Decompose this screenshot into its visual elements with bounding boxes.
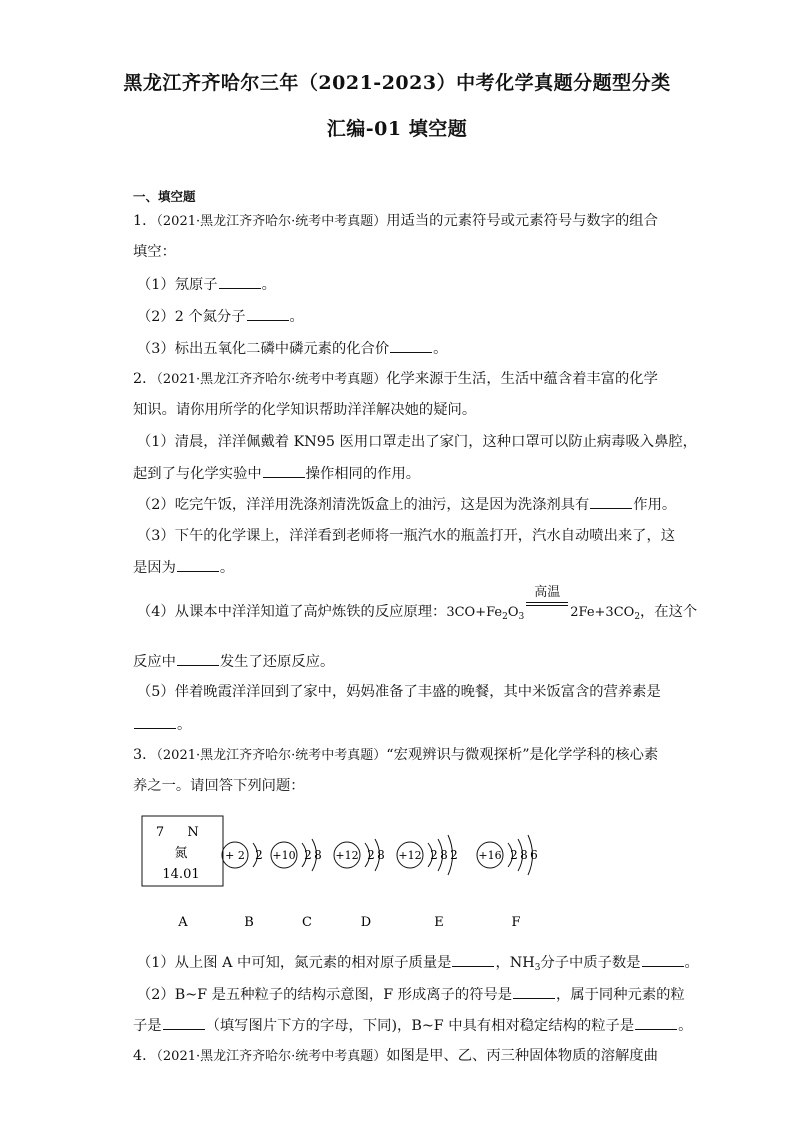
diagram-labels (177, 915, 520, 930)
q2-part-3-end: 。 (219, 560, 235, 576)
reaction-equation (446, 585, 641, 622)
q2-part-4-text: （4）从课本中洋洋知道了高炉炼铁的反应原理： (137, 604, 447, 620)
q1-part-1 (137, 275, 677, 294)
nucleus-circle (477, 842, 503, 868)
q4-stem-line-1 (133, 1047, 673, 1066)
element-symbol: N (187, 825, 199, 840)
q2-part-5a: （5）伴着晚霞洋洋回到了家中，妈妈准备了丰盛的晚餐，其中米饭富含的营养素是 (137, 684, 661, 700)
eq-bar (526, 602, 568, 603)
nucleus-circle (397, 842, 423, 868)
electron-count: 8 (440, 848, 448, 862)
answer-blank[interactable] (219, 275, 261, 289)
q1-part-1-text: （1）氖原子 (137, 277, 218, 293)
answer-blank[interactable] (635, 1016, 677, 1030)
answer-blank[interactable] (163, 1016, 205, 1030)
electron-count: 2 (430, 848, 438, 862)
q2-part-4d-text: 发生了还原反应。 (219, 654, 335, 670)
q3-part-2a (137, 985, 685, 1004)
answer-blank[interactable] (642, 953, 684, 967)
q2-part-1c-text: 操作相同的作用。 (305, 466, 421, 482)
electron-count: 2 (304, 848, 312, 862)
q3-part-1-text: （1）从上图 A 中可知，氮元素的相对原子质量是 (137, 955, 452, 971)
q1-stem-line-1 (133, 212, 673, 231)
answer-blank[interactable] (177, 558, 219, 572)
q3-stem-b: 养之一。请回答下列问题： (133, 778, 305, 794)
q4-stem-a: 如图是甲、乙、丙三种固体物质的溶解度曲 (386, 1048, 658, 1064)
atom-structure (271, 839, 322, 871)
nucleus-charge: +16 (478, 849, 502, 862)
q1-part-3 (137, 339, 677, 358)
diagram-label: D (360, 915, 372, 930)
electron-shell-arc (518, 839, 523, 871)
electron-count: 2 (367, 848, 375, 862)
element-card (142, 816, 223, 886)
electron-count: 2 (510, 848, 518, 862)
diagram-label: F (511, 915, 521, 930)
q1-source: （2021·黑龙江齐齐哈尔·统考中考真题） (156, 214, 387, 229)
diagram-label: E (434, 915, 444, 930)
q3-stem-a: “宏观辨识与微观探析”是化学学科的核心素 (386, 747, 659, 763)
electron-shell-arc (438, 839, 443, 871)
electron-shell-arc (312, 839, 317, 871)
q1-part-3-text: （3）标出五氧化二磷中磷元素的化合价 (137, 341, 390, 357)
answer-blank[interactable] (513, 985, 555, 999)
q2-part-2-text: （2）吃完午饭，洋洋用洗涤剂清洗饭盒上的油污，这是因为洗涤剂具有 (137, 497, 590, 513)
q1-part-2 (137, 307, 677, 326)
q2-part-5-end: 。 (177, 717, 192, 733)
q2-part-3b (133, 558, 673, 577)
element-relative-mass: 14.01 (162, 867, 200, 882)
q1-part-2-end: 。 (289, 309, 304, 325)
q3-part-2-text-2: ，属于同种元素的粒 (556, 987, 685, 1003)
q3-part-2-end: 。 (678, 1018, 693, 1034)
q3-source: （2021·黑龙江齐齐哈尔·统考中考真题） (156, 748, 387, 763)
q3-number: 3． (133, 747, 157, 763)
q2-part-3b-text: 是因为 (133, 560, 176, 576)
diagram-label: B (244, 915, 254, 930)
electron-shell-arc (448, 835, 453, 875)
answer-blank[interactable] (134, 715, 176, 729)
q3-part-2-text: （2）B~F 是五种粒子的结构示意图，F 形成离子的符号是 (137, 987, 513, 1003)
q2-part-4c-text: 反应中 (133, 654, 176, 670)
q2-part-1b (133, 464, 673, 483)
q3-part-2b (133, 1016, 693, 1035)
q1-number: 1． (133, 213, 157, 229)
q2-part-3a: （3）下午的化学课上，洋洋看到老师将一瓶汽水的瓶盖打开，汽水自动喷出来了，这 (137, 528, 676, 544)
answer-blank[interactable] (247, 307, 289, 321)
q3-part-1-end: 。 (684, 955, 699, 971)
q1-stem-a: 用适当的元素符号或元素符号与数字的组合 (386, 213, 658, 229)
q4-number: 4． (133, 1048, 157, 1064)
electron-count: 8 (520, 848, 528, 862)
atom-diagrams (222, 835, 538, 875)
q1-part-1-end: 。 (261, 277, 276, 293)
q1-part-3-end: 。 (433, 341, 448, 357)
document-title-line-1: 黑龙江齐齐哈尔三年（2021-2023）中考化学真题分题型分类 (123, 72, 671, 94)
q2-number: 2． (133, 371, 157, 387)
eq-bar (526, 605, 568, 606)
q2-stem-b: 知识。请你用所学的化学知识帮助洋洋解决她的疑问。 (133, 402, 477, 418)
nucleus-circle (222, 842, 248, 868)
q3-part-2c-text: 子是 (133, 1018, 162, 1034)
diagram-label: C (302, 915, 312, 930)
nucleus-charge: +12 (398, 849, 422, 862)
nucleus-charge: + 2 (225, 849, 245, 862)
q2-part-1a: （1）清晨，洋洋佩戴着 KN95 医用口罩走出了家门，这种口罩可以防止病毒吸入鼻腔， (137, 434, 697, 450)
electron-count: 2 (450, 848, 458, 862)
q3-part-1-nh: ，NH (495, 955, 535, 971)
q2-stem-a: 化学来源于生活，生活中蕴含着丰富的化学 (386, 371, 658, 387)
atom-structure (397, 835, 458, 875)
diagram-label: A (178, 915, 188, 930)
eq-subscript: 2 (502, 612, 508, 622)
q2-part-4b (133, 652, 673, 671)
eq-reactants: 3CO+Fe (446, 605, 503, 620)
q3-part-2d-text: （填写图片下方的字母，下同)，B~F 中具有相对稳定结构的粒子是 (205, 1018, 635, 1034)
q4-source: （2021·黑龙江齐齐哈尔·统考中考真题） (156, 1049, 387, 1064)
q2-part-2-end: 作用。 (633, 497, 677, 513)
answer-blank[interactable] (452, 953, 494, 967)
nucleus-circle (271, 842, 297, 868)
q3-stem-line-1 (133, 746, 673, 765)
electron-shell-arc (375, 839, 380, 871)
q3-part-1-subscript: 3 (534, 963, 541, 973)
electron-count: 2 (255, 848, 263, 862)
q2-part-2 (137, 495, 677, 514)
eq-condition-text: 高温 (534, 585, 561, 600)
atom-structure (222, 842, 263, 868)
q2-part-5b (133, 715, 673, 734)
eq-products: 2Fe+3CO (570, 605, 635, 620)
answer-blank[interactable] (590, 495, 632, 509)
atom-structure (334, 839, 385, 871)
element-atomic-number: 7 (155, 825, 165, 840)
electron-count: 6 (530, 848, 538, 862)
answer-blank[interactable] (263, 464, 305, 478)
electron-shell-arc (528, 835, 533, 875)
atom-structure (477, 835, 538, 875)
q2-part-4a (137, 585, 698, 626)
q3-part-1-text-2: 分子中质子数是 (540, 955, 641, 971)
eq-subscript: 3 (518, 612, 525, 622)
nucleus-charge: +12 (335, 849, 359, 862)
element-name: 氮 (174, 846, 188, 861)
electron-shell-arc (508, 843, 513, 867)
q1-part-2-text: （2）2 个氮分子 (137, 309, 246, 325)
document-title-line-2: 汇编-01 填空题 (326, 118, 468, 140)
nucleus-circle (334, 842, 360, 868)
electron-shell-arc (253, 843, 258, 867)
electron-shell-arc (365, 843, 370, 867)
q1-stem-b: 填空： (133, 244, 176, 260)
q3-part-1 (137, 953, 699, 977)
electron-count: 8 (377, 848, 385, 862)
q2-part-4-end: ，在这个 (640, 604, 698, 620)
answer-blank[interactable] (390, 339, 432, 353)
q2-part-1b-text: 起到了与化学实验中 (133, 466, 262, 482)
answer-blank[interactable] (177, 652, 219, 666)
eq-oxygen: O (507, 605, 519, 620)
nucleus-charge: +10 (272, 849, 296, 862)
q2-source: （2021·黑龙江齐齐哈尔·统考中考真题） (156, 372, 387, 387)
electron-shell-arc (302, 843, 307, 867)
eq-subscript: 2 (634, 612, 641, 622)
q2-stem-line-1 (133, 370, 673, 389)
eq-condition (524, 585, 570, 622)
electron-shell-arc (428, 843, 433, 867)
section-heading: 一、填空题 (133, 189, 196, 204)
electron-count: 8 (314, 848, 322, 862)
